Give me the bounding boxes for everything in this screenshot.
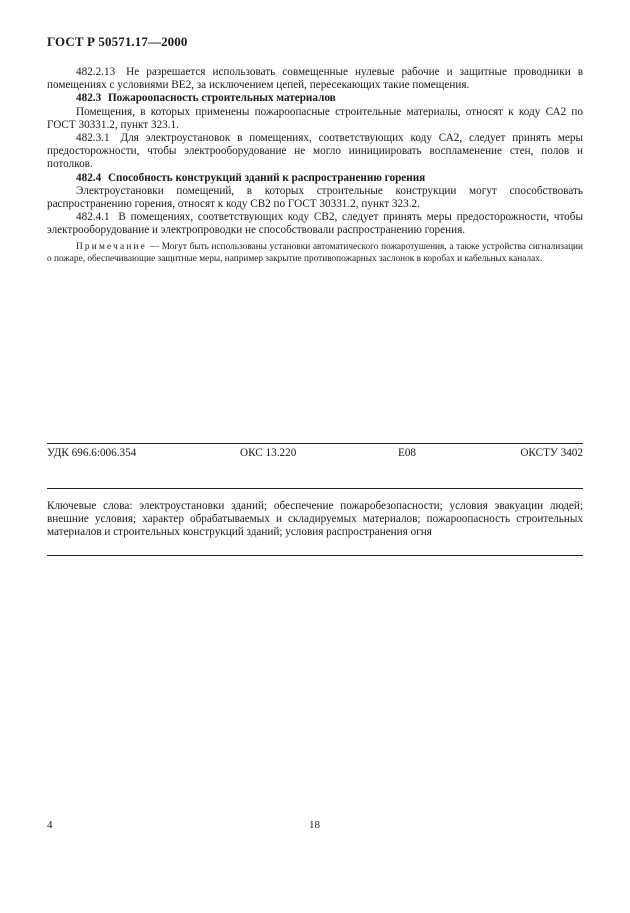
classification-row [47, 444, 583, 464]
note-text: — Могут быть использованы установки автоматического пожаротушения, а также устройства сигнализации о пожаре, обеспечивающие защитные меры, например закрытие противопожарных заслонок в коробах и кабельных каналах. [47, 241, 584, 265]
group-code: Е08 [398, 447, 417, 459]
paragraph-482-2-13 [47, 66, 583, 92]
paragraph-482-3-intro: Помещения, в которых применены пожароопасные строительные материалы, относят к коду СА2 по ГОСТ 30331.2, пункт 323.1. [47, 105, 583, 131]
heading-number: 482.4 [76, 171, 102, 184]
page-header-title: ГОСТ Р 50571.17—2000 [47, 34, 188, 49]
divider-middle [47, 488, 583, 489]
heading-text: Пожароопасность строительных материалов [107, 92, 336, 105]
note-label: Примечание [76, 241, 147, 252]
udk-code: УДК 696.6:006.354 [47, 447, 137, 459]
heading-482-3 [47, 92, 583, 105]
oks-code: ОКС 13.220 [240, 447, 297, 459]
paragraph-number: 482.4.1 [76, 211, 110, 224]
heading-number: 482.3 [76, 92, 102, 105]
heading-482-4 [47, 172, 583, 185]
body-text [47, 66, 583, 265]
paragraph-482-3-1 [47, 132, 583, 172]
page-number: 18 [309, 819, 320, 831]
okstu-code: ОКСТУ 3402 [520, 447, 583, 459]
paragraph-number: 482.3.1 [76, 132, 110, 145]
paragraph-text: Для электроустановок в помещениях, соответствующих коду СА2, следует принять меры предосторожности, чтобы электрооборудование не могло иинициировать воспламенение стен, полов и потолков. [47, 132, 583, 171]
paragraph-text: Не разрешается использовать совмещенные нулевые рабочие и защитные проводники в помещениях с условиями ВЕ2, за исключением цепей, пересекающих такие помещения. [47, 66, 583, 92]
paragraph-482-4-1 [47, 211, 583, 237]
divider-bottom [47, 555, 583, 556]
edition-page-number: 4 [47, 819, 53, 831]
heading-text: Способность конструкций зданий к распространению горения [107, 171, 426, 184]
paragraph-482-4-intro: Электроустановки помещений, в которых строительные конструкции могут способствовать распространению горения, относят к коду СВ2 по ГОСТ 30331.2, пункт 323.2. [47, 184, 583, 211]
paragraph-text: В помещениях, соответствующих коду СВ2, следует принять меры предосторожности, чтобы электрооборудование и электропроводки не способствовали распространению горения. [47, 211, 583, 237]
keywords: Ключевые слова: электроустановки зданий; обеспечение пожаробезопасности; условия эвакуации людей; внешние условия; характер обрабатываемых и складируемых материалов; пожароопасность строительных материалов и строительных конструкций зданий; условия распространения огня [47, 500, 583, 539]
note [47, 241, 583, 266]
paragraph-number: 482.2.13 [76, 66, 116, 78]
